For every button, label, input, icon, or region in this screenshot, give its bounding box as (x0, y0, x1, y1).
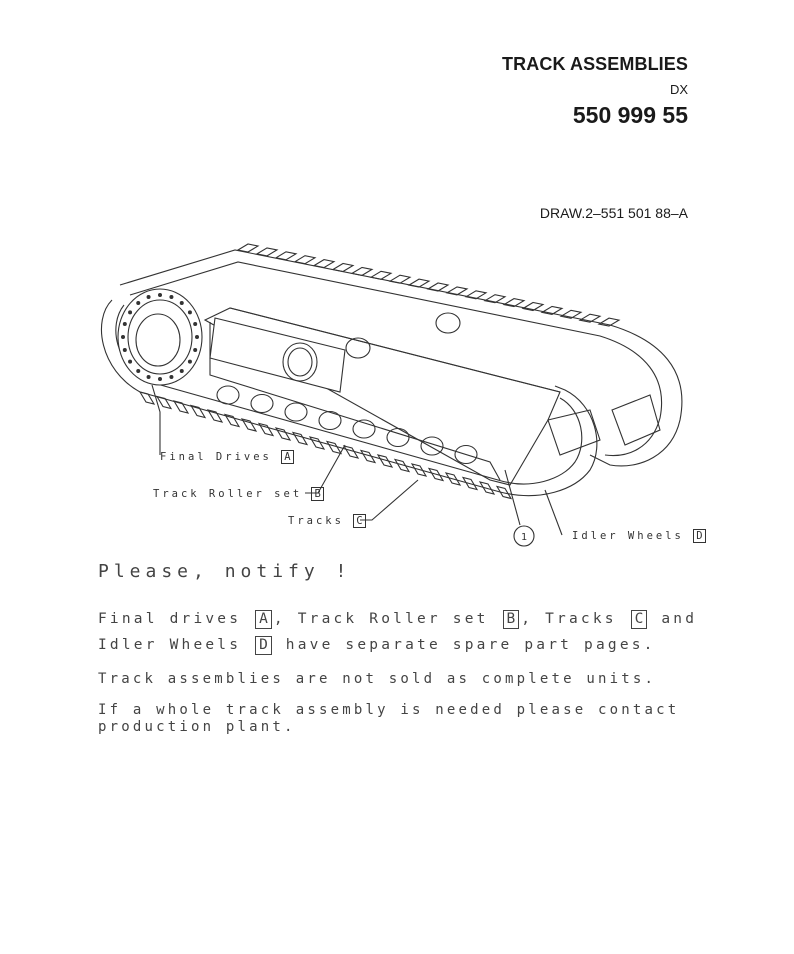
callout-idler-wheels (572, 529, 706, 543)
part-number: 550 999 55 (572, 102, 688, 128)
page-title: TRACK ASSEMBLIES (502, 54, 688, 74)
callout-final-drives (160, 450, 294, 464)
notice-separate-pages: have separate spare part pages. (285, 637, 656, 653)
notice-idler-wheels: Idler Wheels (98, 637, 242, 653)
notice-key-d: D (255, 636, 272, 655)
callout-track-roller-label: Track Roller set (153, 488, 303, 500)
callout-idler-key: D (693, 529, 705, 543)
callout-track-roller-key: B (311, 487, 323, 501)
notice-contact-line-1: If a whole track assembly is needed please contact (98, 702, 680, 718)
notice-paragraph-separate-pages (98, 606, 738, 658)
callout-idler-label: Idler Wheels (572, 530, 684, 542)
drawing-reference: DRAW.2–551 501 88–A (539, 205, 688, 221)
notice-contact-line-2: production plant. (98, 719, 296, 735)
callout-final-drives-key: A (281, 450, 293, 464)
notice-tracks: , Tracks (521, 611, 617, 627)
notice-key-b: B (503, 610, 520, 629)
callout-tracks-key: C (353, 514, 365, 528)
notice-key-c: C (631, 610, 648, 629)
notice-final-drives: Final drives (98, 611, 242, 627)
circle-marker-label: 1 (520, 532, 528, 543)
callout-track-roller (153, 487, 324, 501)
notice-and: and (661, 611, 698, 627)
notice-track-roller: , Track Roller set (273, 611, 489, 627)
callout-final-drives-label: Final Drives (160, 451, 272, 463)
notice-heading: Please, notify ! (98, 561, 352, 582)
notice-not-sold: Track assemblies are not sold as complete units. (98, 671, 657, 687)
notice-contact (98, 702, 738, 736)
callout-tracks-label: Tracks (288, 515, 344, 527)
notice-key-a: A (255, 610, 272, 629)
track-assembly-drawing (0, 230, 794, 560)
model-code: DX (669, 82, 688, 97)
callout-tracks (288, 514, 366, 528)
